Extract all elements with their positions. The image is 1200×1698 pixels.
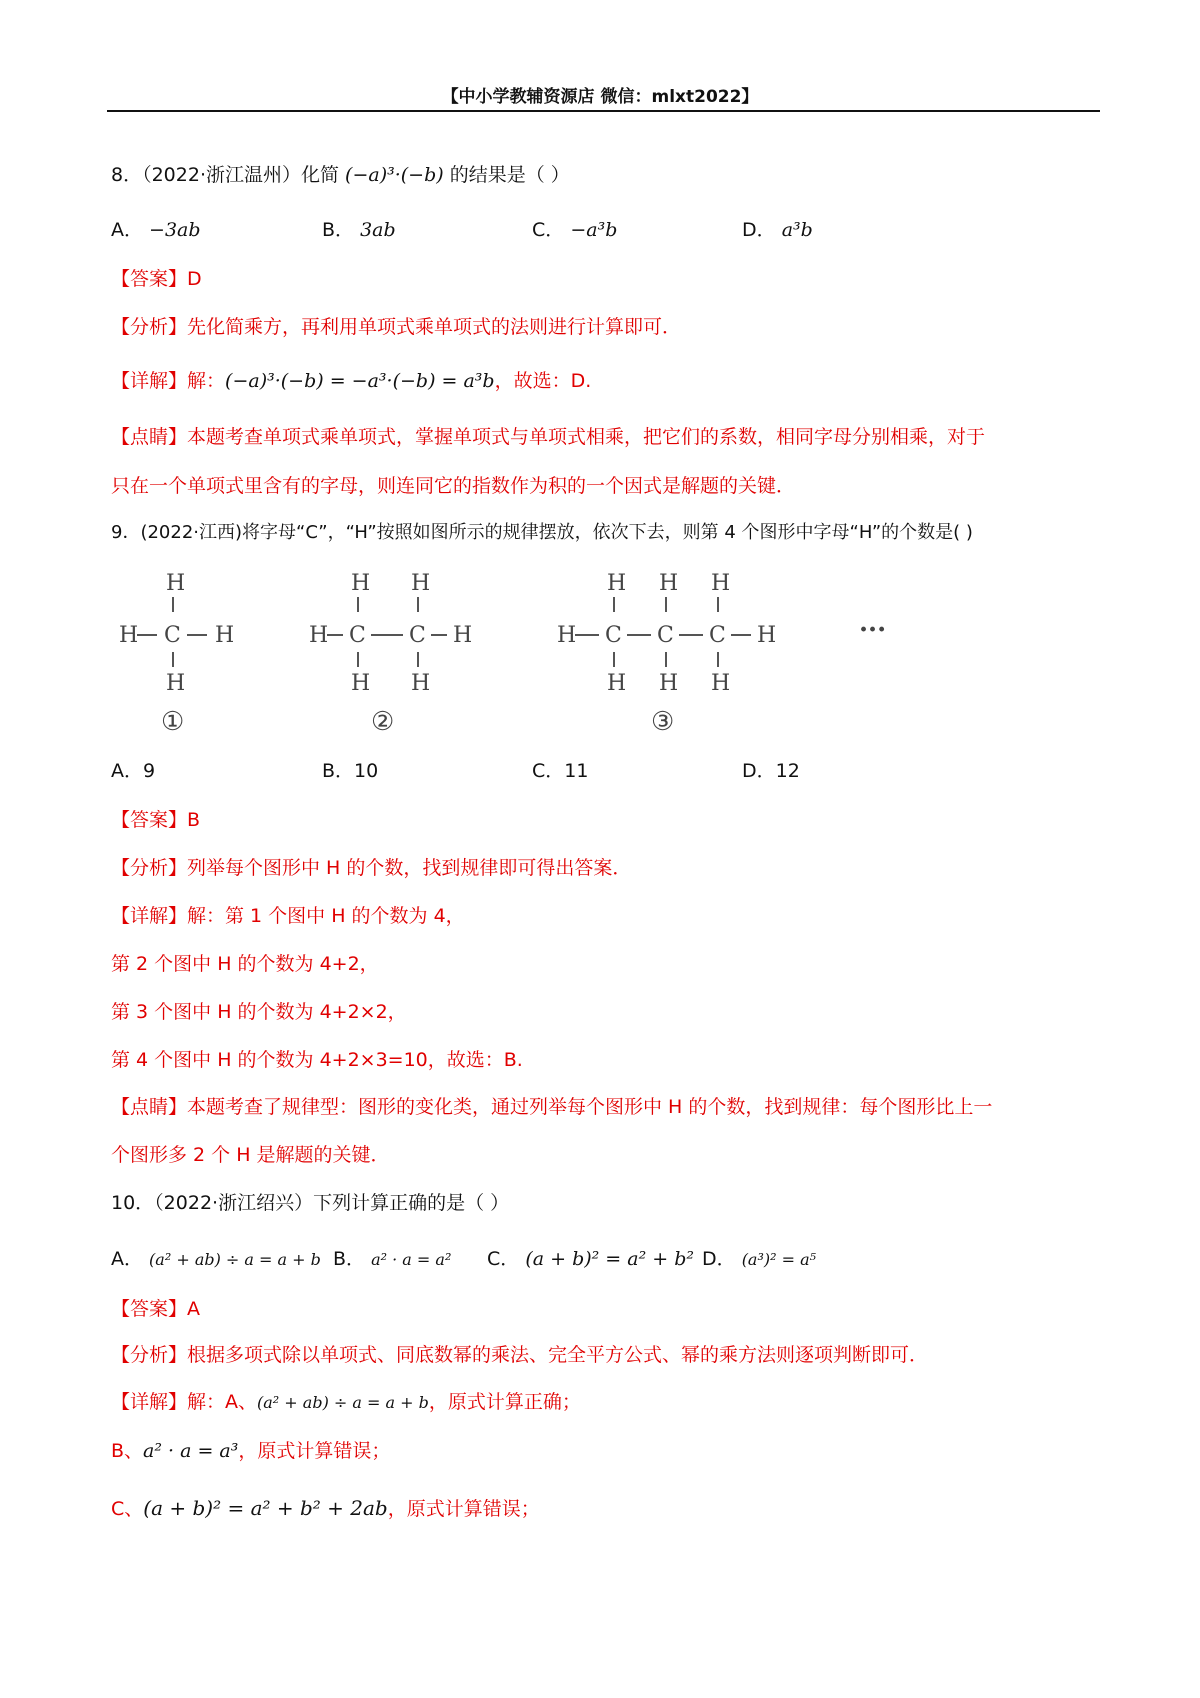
q8-answer — [111, 266, 202, 292]
q10-detail-c-math: (a + b)² = a² + b² + 2ab — [143, 1496, 388, 1520]
q9-answer-tag: 【答案】 — [111, 809, 188, 831]
q10-option-d-label: D． — [702, 1248, 736, 1270]
q10-option-d-value: (a³)² = a⁵ — [741, 1250, 817, 1269]
q10-option-c-label: C． — [487, 1248, 520, 1270]
q9-comment-line2: 个图形多 2 个 H 是解题的关键． — [111, 1144, 390, 1166]
q9-answer — [111, 807, 200, 833]
q8-stem — [111, 162, 570, 188]
figure-1-h-right: H — [215, 623, 235, 648]
q10-stem: 10．（2022·浙江绍兴）下列计算正确的是（ ） — [111, 1192, 510, 1214]
q10-option-b-label: B． — [333, 1248, 366, 1270]
figure-1-h-top: H — [166, 571, 186, 596]
q10-detail-a — [111, 1389, 581, 1416]
q10-detail-c-suffix: ，原式计算错误； — [387, 1498, 540, 1520]
q9-detail-line4: 第 4 个图中 H 的个数为 4+2×3=10，故选：B. — [111, 1049, 523, 1071]
q8-detail-math: (−a)³·(−b) = −a³·(−b) = a³b — [225, 370, 495, 392]
figure-2-c-2: C — [409, 623, 426, 648]
q10-detail-b-prefix: B、 — [111, 1440, 144, 1462]
q9-option-c: C．11 — [532, 760, 589, 782]
q9-comment-tag: 【点睛】 — [111, 1096, 188, 1118]
q8-option-a-label: A． — [111, 219, 143, 241]
q8-detail — [111, 368, 591, 394]
q10-analysis-text: 根据多项式除以单项式、同底数幂的乘法、完全平方公式、幂的乘方法则逐项判断即可． — [187, 1344, 929, 1366]
figure-3-h-top-3: H — [711, 571, 731, 596]
q8-option-a — [111, 217, 201, 243]
q10-detail-a-math: (a² + ab) ÷ a = a + b — [257, 1393, 429, 1412]
figure-3-h-top-1: H — [607, 571, 627, 596]
q9-answer-value: B — [187, 809, 201, 831]
q9-option-b: B．10 — [322, 760, 379, 782]
figure-3-c-3: C — [709, 623, 726, 648]
figure-2 — [309, 571, 472, 735]
q8-answer-value: D — [187, 268, 202, 290]
q9-detail-tag: 【详解】 — [111, 905, 188, 927]
figure-3-h-top-2: H — [659, 571, 679, 596]
q10-detail-c — [111, 1495, 540, 1522]
figure-3-h-bottom-1: H — [607, 671, 627, 696]
q9-analysis-text: 列举每个图形中 H 的个数，找到规律即可得出答案． — [187, 857, 632, 879]
q9-analysis — [111, 855, 631, 881]
q8-analysis — [111, 314, 681, 340]
q10-detail-b — [111, 1438, 390, 1464]
q10-detail-tag: 【详解】 — [111, 1391, 188, 1413]
q10-detail-a-prefix: 解：A、 — [187, 1391, 258, 1413]
figure-ellipsis: ··· — [859, 615, 887, 645]
figure-2-h-top-1: H — [351, 571, 371, 596]
figure-2-h-bottom-2: H — [411, 671, 431, 696]
header-rule — [107, 110, 1100, 112]
q8-stem-prefix: 8．（2022·浙江温州）化简 — [111, 164, 339, 186]
figure-3-c-1: C — [605, 623, 622, 648]
q8-option-c-value: −a³b — [570, 219, 618, 241]
q9-comment-line1 — [111, 1094, 992, 1120]
q10-answer-value: A — [187, 1298, 201, 1320]
figure-3-c-2: C — [657, 623, 674, 648]
q10-option-a-label: A． — [111, 1248, 143, 1270]
figure-3 — [557, 571, 776, 735]
q10-detail-b-math: a² · a = a³ — [143, 1440, 239, 1462]
q8-analysis-tag: 【分析】 — [111, 316, 188, 338]
figure-3-h-bottom-2: H — [659, 671, 679, 696]
figure-2-c-1: C — [349, 623, 366, 648]
q8-answer-tag: 【答案】 — [111, 268, 188, 290]
q10-answer — [111, 1296, 200, 1322]
figure-1 — [119, 571, 234, 735]
page-header: 【中小学教辅资源店 微信：mlxt2022】 — [441, 87, 759, 107]
q8-option-c-label: C． — [532, 219, 565, 241]
q8-option-c — [532, 217, 617, 243]
q8-option-b-label: B． — [322, 219, 355, 241]
q8-stem-math: (−a)³·(−b) — [345, 164, 444, 186]
figure-2-h-left: H — [309, 623, 329, 648]
q10-option-c — [487, 1246, 694, 1272]
q8-option-a-value: −3ab — [149, 219, 201, 241]
figure-3-h-left: H — [557, 623, 577, 648]
q8-comment-line2: 只在一个单项式里含有的字母，则连同它的指数作为积的一个因式是解题的关键． — [111, 475, 796, 497]
q10-option-a-value: (a² + ab) ÷ a = a + b — [149, 1250, 321, 1269]
q9-detail-line1 — [111, 903, 465, 929]
q10-option-c-value: (a + b)² = a² + b² — [525, 1248, 694, 1270]
q8-option-d-value: a³b — [781, 219, 813, 241]
q10-detail-c-prefix: C、 — [111, 1498, 144, 1520]
figure-2-h-bottom-1: H — [351, 671, 371, 696]
q8-option-b-value: 3ab — [360, 219, 396, 241]
q8-stem-suffix: 的结果是（ ） — [449, 164, 570, 186]
q9-option-a: A．9 — [111, 760, 156, 782]
q10-option-b-value: a² · a = a² — [371, 1250, 452, 1269]
hydrocarbon-figure — [111, 570, 931, 735]
q8-comment-line1 — [111, 424, 985, 450]
q9-comment-text1: 本题考查了规律型：图形的变化类，通过列举每个图形中 H 的个数，找到规律：每个图形比上一 — [187, 1096, 993, 1118]
q9-detail-line3: 第 3 个图中 H 的个数为 4+2×2， — [111, 1001, 407, 1023]
figure-3-h-bottom-3: H — [711, 671, 731, 696]
q10-analysis — [111, 1342, 928, 1368]
q8-detail-tag: 【详解】 — [111, 370, 188, 392]
q8-detail-prefix: 解： — [187, 370, 226, 392]
q9-analysis-tag: 【分析】 — [111, 857, 188, 879]
figure-1-label: ① — [161, 707, 185, 735]
q10-analysis-tag: 【分析】 — [111, 1344, 188, 1366]
q8-comment-text1: 本题考查单项式乘单项式，掌握单项式与单项式相乘，把它们的系数，相同字母分别相乘，对于 — [187, 426, 986, 448]
q8-analysis-text: 先化简乘方，再利用单项式乘单项式的法则进行计算即可． — [187, 316, 682, 338]
figure-3-label: ③ — [651, 707, 675, 735]
q9-detail-text1: 解：第 1 个图中 H 的个数为 4， — [187, 905, 465, 927]
q10-detail-a-suffix: ，原式计算正确； — [428, 1391, 581, 1413]
figure-1-h-left: H — [119, 623, 139, 648]
q8-detail-suffix: ，故选：D. — [494, 370, 592, 392]
q8-comment-tag: 【点睛】 — [111, 426, 188, 448]
q10-detail-b-suffix: ，原式计算错误； — [238, 1440, 391, 1462]
q8-option-d-label: D． — [742, 219, 776, 241]
figure-3-h-right: H — [757, 623, 777, 648]
q10-option-b — [333, 1246, 451, 1273]
figure-2-label: ② — [371, 707, 395, 735]
q8-option-b — [322, 217, 396, 243]
q9-detail-line2: 第 2 个图中 H 的个数为 4+2， — [111, 953, 379, 975]
figure-1-h-bottom: H — [166, 671, 186, 696]
q10-option-d — [702, 1246, 816, 1273]
q10-option-a — [111, 1246, 321, 1273]
q9-stem: 9．(2022·江西)将字母“C”，“H”按照如图所示的规律摆放，依次下去，则第 4 个图形中字母“H”的个数是( ) — [111, 522, 973, 543]
q10-answer-tag: 【答案】 — [111, 1298, 188, 1320]
q8-option-d — [742, 217, 813, 243]
figure-2-h-right: H — [453, 623, 473, 648]
q9-option-d: D．12 — [742, 760, 800, 782]
figure-2-h-top-2: H — [411, 571, 431, 596]
figure-1-c: C — [164, 623, 181, 648]
